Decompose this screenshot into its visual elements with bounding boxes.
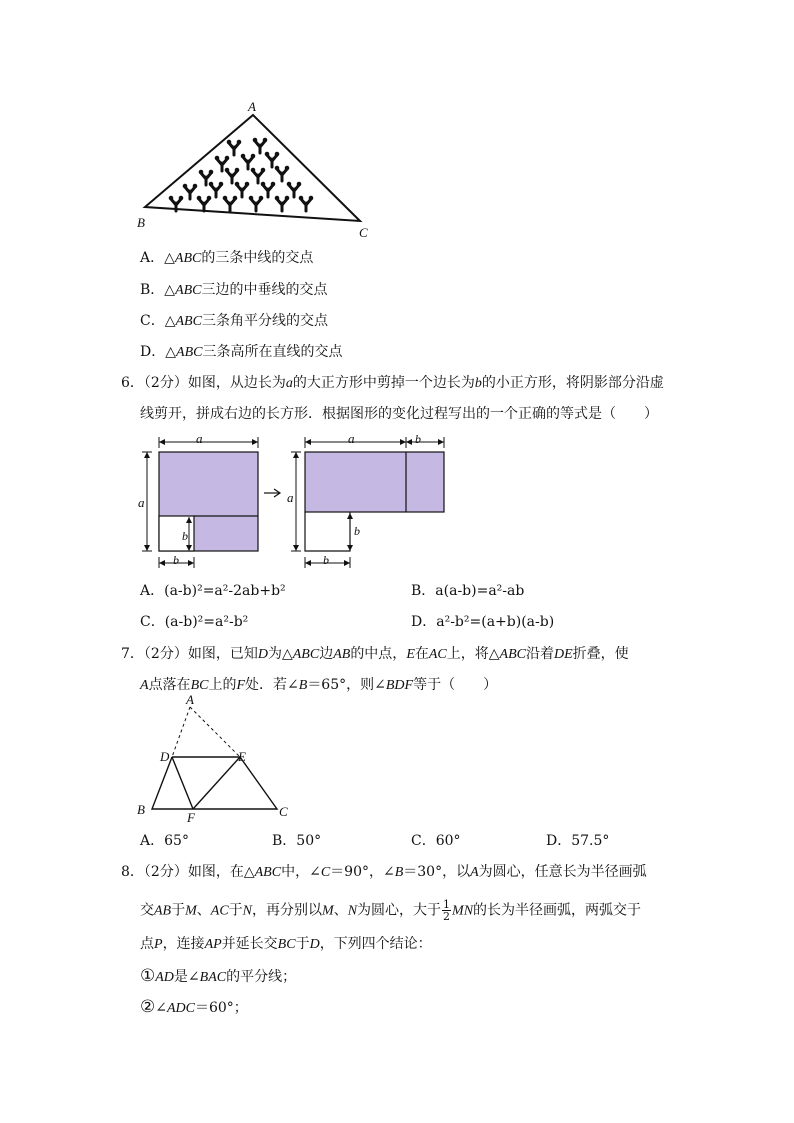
q7-stem-line2: A点落在BC上的F处．若∠B＝65°，则∠BDF等于（ ） [140,677,498,693]
tree-icon [227,140,242,155]
q5-option-a[interactable]: A．△ABC的三条中线的交点 [140,250,314,266]
q5-triangle-figure [130,95,380,245]
q6-option-a-formula: (a-b)²=a²-2ab+b² [164,583,286,599]
q8-stem-line2: 交AB于M、AC于N，再分别以M、N为圆心，大于 $\frac{1}{2}$ MN的长为半径画弧，两弧交于 [140,898,642,923]
tree-icon [197,196,212,211]
q5-option-c[interactable]: C．△ABC三条角平分线的交点 [140,313,328,329]
q6-stem-line2: 线剪开，拼成右边的长方形．根据图形的变化过程写出的一个正确的等式是（ ） [140,406,658,422]
tree-icon [235,182,250,197]
tree-icon [225,168,240,183]
q6-right-side-a-label: a [287,490,294,505]
tree-icon [275,196,290,211]
tree-icon [261,182,276,197]
tree-icon [299,196,314,211]
q5-label-c: C [359,225,368,240]
q6-rectangle [305,452,444,512]
q8-conclusion-2: ②∠ADC＝60°； [140,997,248,1017]
q6-inner-b-label: b [182,529,188,543]
q6-option-b[interactable]: B．a(a-b)=a²-ab [411,583,525,599]
q7-option-d[interactable]: D．57.5° [546,833,610,849]
q8-stem-line3: 点P，连接AP并延长交BC于D，下列四个结论： [140,936,432,952]
q7-label-e: E [238,749,246,764]
tree-icon [251,168,266,183]
q6-left-top-label: a [196,431,203,446]
q6-right-top-a-label: a [348,431,355,446]
q7-option-a[interactable]: A．65° [140,833,189,849]
q6-option-d[interactable]: D．a²-b²=(a+b)(a-b) [411,614,555,630]
q7-option-c[interactable]: C．60° [411,833,461,849]
tree-icon [287,182,302,197]
tree-icon [275,166,290,181]
q6-stem-line1: 6．（2分）如图，从边长为a的大正方形中剪掉一个边长为b的小正方形，将阴影部分沿虚 [121,375,664,391]
q7-label-c: C [279,804,288,819]
q7-label-d: D [160,749,170,764]
q7-figure [130,695,300,825]
q7-label-a: A [186,695,194,707]
q6-left-side-label: a [138,495,145,510]
q6-option-d-formula: a²-b²=(a+b)(a-b) [436,614,555,630]
tree-icon [241,154,256,169]
tree-icon [265,152,280,167]
q7-label-b: B [137,802,145,817]
q6-bottom-b-label: b [173,553,179,567]
q6-option-a[interactable]: A．(a-b)²=a²-2ab+b² [140,583,286,599]
q5-label-a: A [248,99,256,114]
tree-icon [209,182,224,197]
q7-label-f: F [187,810,195,825]
tree-icon [253,138,268,153]
q7-option-b[interactable]: B．50° [272,833,322,849]
tree-icons [169,138,314,211]
q5-option-d[interactable]: D．△ABC三条高所在直线的交点 [140,344,343,360]
q5-option-b[interactable]: B．△ABC三边的中垂线的交点 [140,282,328,298]
q8-conclusion-1: ①AD是∠BAC的平分线； [140,966,297,986]
q6-right-inner-b-label: b [354,524,360,538]
tree-icon [223,196,238,211]
q6-right-bottom-b-label: b [323,553,329,567]
tree-icon [183,184,198,199]
q6-option-b-formula: a(a-b)=a²-ab [435,583,525,599]
q8-stem-line1: 8．（2分）如图，在△ABC中，∠C＝90°，∠B＝30°，以A为圆心，任意长为半径画弧 [121,864,647,880]
q6-right-top-b-label: b [415,432,421,446]
q8-fraction: $\frac{1}{2}$ [443,898,451,923]
q7-stem-line1: 7．（2分）如图，已知D为△ABC边AB的中点，E在AC上，将△ABC沿着DE折叠，使 [121,646,629,662]
q6-option-c[interactable]: C．(a-b)²=a²-b² [140,614,249,630]
q6-figure [130,430,470,580]
tree-icon [249,196,264,211]
q5-label-b: B [137,215,145,230]
q6-option-c-formula: (a-b)²=a²-b² [164,614,249,630]
